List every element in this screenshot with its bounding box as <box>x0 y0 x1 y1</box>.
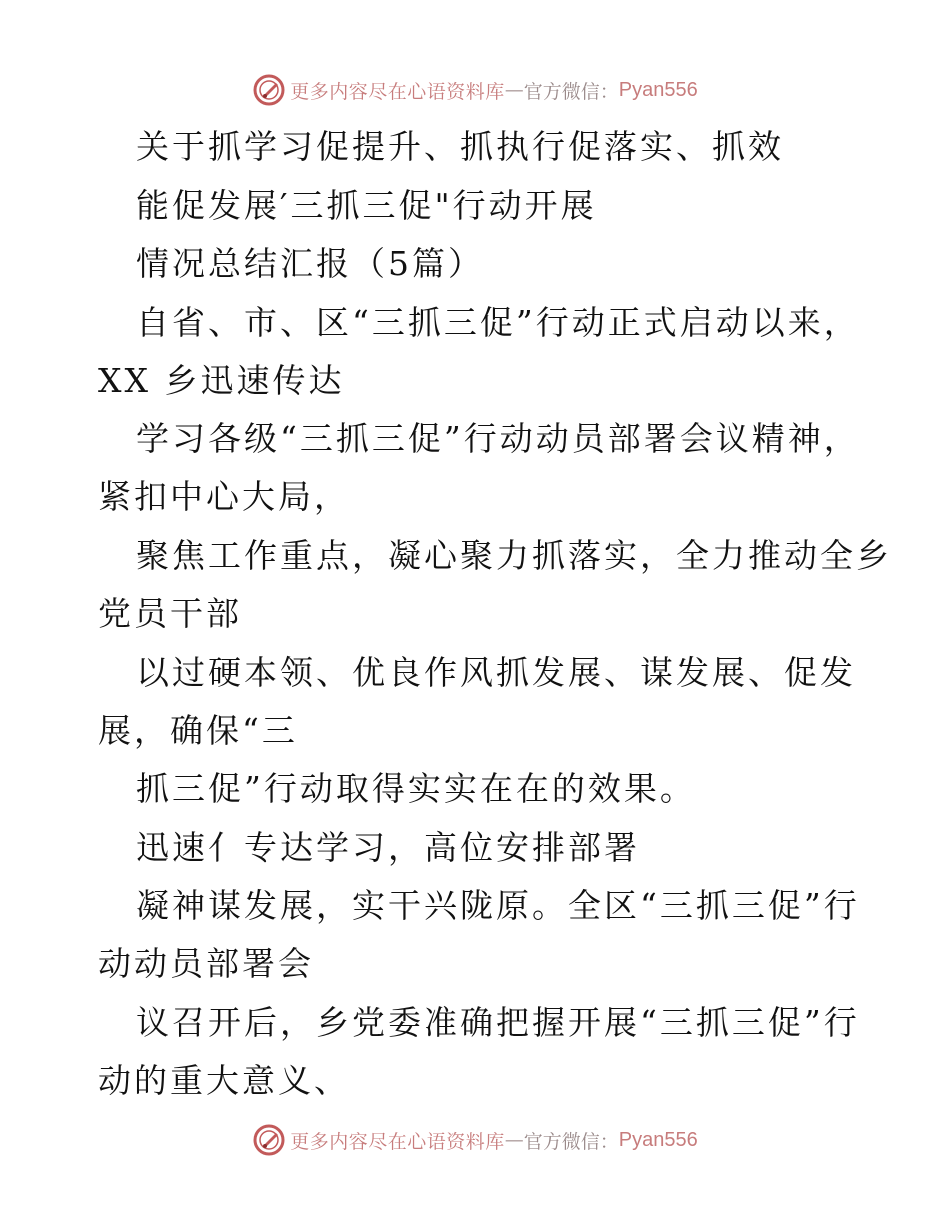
paragraph-line: 议召开后，乡党委准确把握开展“三抓三促”行 <box>136 1003 860 1042</box>
watermark-dash: — <box>504 79 524 101</box>
paragraph-line: 以过硬本领、优良作风抓发展、谋发展、促发 <box>136 653 856 692</box>
watermark-wechat-id: Pyan556 <box>618 78 698 101</box>
title-line-3: 情况总结汇报（5篇） <box>136 244 484 283</box>
paragraph-line: 凝神谋发展，实干兴陇原。全区“三抓三促”行 <box>136 886 860 925</box>
paragraph-line: 动的重大意义、 <box>98 1061 350 1100</box>
paragraph-line: 动动员部署会 <box>98 944 314 983</box>
section-heading: 迅速亻专达学习，高位安排部署 <box>136 828 640 867</box>
title-line-1: 关于抓学习促提升、抓执行促落实、抓效 <box>136 127 784 166</box>
paragraph-line: 紧扣中心大局， <box>98 477 350 516</box>
footer-watermark <box>0 1120 950 1160</box>
watermark-dash: — <box>504 1129 524 1151</box>
paragraph-line: 抓三促”行动取得实实在在的效果。 <box>136 769 696 808</box>
paragraph-line: 展，确保“三 <box>98 711 298 750</box>
paragraph-line: 党员干部 <box>98 594 242 633</box>
paragraph-line: 聚焦工作重点，凝心聚力抓落实，全力推动全乡 <box>136 536 892 575</box>
pen-nib-circle-icon <box>252 73 286 107</box>
paragraph-line: 学习各级“三抓三促”行动动员部署会议精神， <box>136 419 860 458</box>
watermark-wechat-label: 官方微信： <box>523 1130 619 1153</box>
watermark-text: 更多内容尽在心语资料库 <box>290 1130 505 1153</box>
watermark-wechat-id: Pyan556 <box>618 1128 698 1151</box>
header-watermark <box>0 70 950 110</box>
paragraph-line: 自省、市、区“三抓三促”行动正式启动以来， <box>136 303 860 342</box>
pen-nib-circle-icon <box>252 1123 286 1157</box>
watermark-text: 更多内容尽在心语资料库 <box>290 80 505 103</box>
watermark-wechat-label: 官方微信： <box>523 80 619 103</box>
title-line-2: 能促发展′三抓三促"行动开展 <box>136 186 597 225</box>
paragraph-line: XX 乡迅速传达 <box>98 361 345 400</box>
